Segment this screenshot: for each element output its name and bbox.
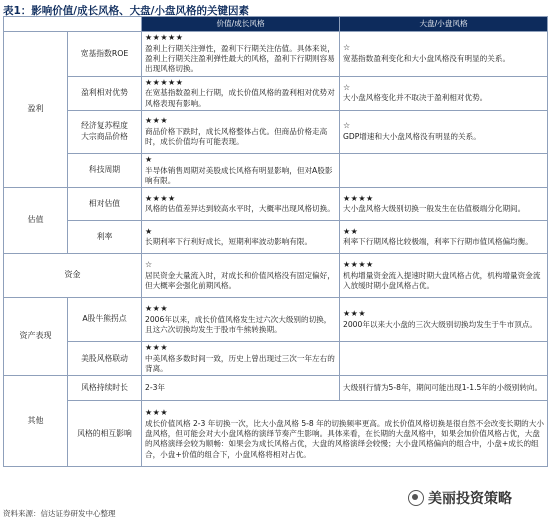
large-small-text: GDP增速和大小盘风格没有明显的关系。 [343, 132, 481, 142]
value-growth-cell [142, 401, 548, 467]
value-growth-text: 成长价值风格 2-3 年切换一次，比大小盘风格 5-8 年的切换频率更高。成长价值风格切换是很自然不会改变长期的大小盘风格，但可能会对大小盘风格的演绎节奏产生影响。具体来看，在长期的大盘风格中，如果会加价值风格占优，大盘的风格演绎会较为顺畅：如果会为成长风格占优，大盘的风格演绎会较慢；大小盘风格偏向的组合中，小盘+成长的组合，小盘+价值的组合下，小盘风格将相对占优。 [145, 418, 544, 459]
wechat-icon [408, 490, 424, 506]
value-growth-cell [142, 110, 340, 153]
table-row [4, 254, 548, 298]
large-small-cell [340, 298, 548, 342]
factor-label: 科技周期 [68, 153, 142, 187]
rating-stars: ★★★ [145, 303, 169, 313]
watermark-text: 美丽投资策略 [428, 491, 512, 507]
large-small-text: 机构增量资金流入提速时期大盘风格占优，机构增量资金流入放缓时期小盘风格占优。 [343, 270, 541, 291]
value-growth-text: 2-3年 [145, 383, 165, 393]
value-growth-cell [142, 188, 340, 221]
large-small-cell [340, 221, 548, 254]
table-row [4, 298, 548, 342]
rating-stars: ☆ [343, 82, 351, 92]
value-growth-text: 中美风格多数时间一致，历史上曾出现过三次一年左右的背离。 [145, 353, 335, 374]
rating-stars: ☆ [343, 43, 351, 53]
factor-label: 盈利相对优势 [68, 76, 142, 110]
value-growth-cell [142, 298, 340, 342]
rating-stars: ☆ [343, 121, 351, 131]
rating-stars: ★★★★★ [145, 33, 184, 42]
source-note: 资料来源：信达证券研发中心整理 [3, 509, 116, 518]
large-small-cell [340, 32, 548, 77]
value-growth-text: 2006年以来，成长价值风格发生过六次大级别的切换，且这六次切换均发生于股市牛熊转换期。 [145, 314, 332, 335]
large-small-cell [340, 254, 548, 298]
value-growth-cell [142, 342, 340, 376]
rating-stars: ★★★ [145, 408, 169, 418]
rating-stars: ★★ [343, 226, 359, 236]
category-label: 资金 [4, 254, 142, 298]
rating-stars: ☆ [145, 259, 153, 269]
value-growth-text: 在宽基指数盈利上行期，成长价值风格的盈利相对优势对风格表现有影响。 [145, 88, 335, 108]
table-row [4, 188, 548, 221]
large-small-text: 大小盘风格变化并不取决于盈利相对优势。 [343, 93, 488, 103]
value-growth-cell [142, 254, 340, 298]
value-growth-text: 风格的估值差异达到较高水平时，大概率出现风格切换。 [145, 204, 335, 214]
large-small-text: 大小盘风格大级别切换一般发生在估值极端分化期间。 [343, 204, 526, 214]
value-growth-cell [142, 221, 340, 254]
rating-stars: ★★★★★ [145, 77, 184, 87]
large-small-text: 2000年以来大小盘的三次大级别切换均发生于牛市顶点。 [343, 319, 537, 329]
factor-label: 风格持续时长 [68, 376, 142, 401]
large-small-cell [340, 188, 548, 221]
table-row [4, 376, 548, 401]
factor-label: 风格的相互影响 [68, 401, 142, 467]
rating-stars: ★★★ [145, 343, 169, 353]
factor-table [3, 16, 548, 467]
value-growth-text: 盈利上行期关注弹性，盈利下行期关注估值。具体来说，盈利上行期关注盈利弹性最大的风格，盈利下行期则容易出现风格切换。 [145, 43, 335, 74]
large-small-text: 利率下行期风格比较极端，利率下行期市值风格偏均衡。 [343, 237, 533, 247]
factor-label: 经济复苏程度 大宗商品价格 [68, 110, 142, 153]
category-label: 其他 [4, 376, 68, 467]
watermark [408, 488, 512, 508]
large-small-text: 宽基指数盈利变化和大小盘风格没有明显的关系。 [343, 54, 511, 64]
rating-stars: ★★★ [343, 309, 367, 319]
factor-label: 相对估值 [68, 188, 142, 221]
header-large-small: 大盘/小盘风格 [340, 17, 548, 32]
value-growth-cell [142, 32, 340, 77]
table-row [4, 342, 548, 376]
value-growth-cell [142, 153, 340, 187]
category-label: 估值 [4, 188, 68, 254]
rating-stars: ★★★ [145, 116, 169, 126]
category-label: 资产表现 [4, 298, 68, 376]
table-row [4, 76, 548, 110]
table-row [4, 110, 548, 153]
factor-label: A股牛熊拐点 [68, 298, 142, 342]
large-small-cell [340, 110, 548, 153]
table-row [4, 221, 548, 254]
table-row [4, 153, 548, 187]
factor-label: 利率 [68, 221, 142, 254]
value-growth-text: 居民资金大量流入时，对成长和价值风格没有固定偏好，但大概率会强化前期风格。 [145, 270, 335, 291]
table-row [4, 401, 548, 467]
rating-stars: ★★★★ [145, 193, 176, 203]
value-growth-cell [142, 76, 340, 110]
factor-label: 宽基指数ROE [68, 32, 142, 77]
factor-label: 美股风格联动 [68, 342, 142, 376]
table-title: 表1：影响价值/成长风格、大盘/小盘风格的关键因素 [3, 5, 249, 17]
rating-stars: ★ [145, 154, 153, 164]
value-growth-text: 长期利率下行利好成长，短期利率波动影响有限。 [145, 237, 313, 247]
large-small-cell [340, 342, 548, 376]
large-small-cell [340, 376, 548, 401]
rating-stars: ★ [145, 226, 153, 236]
large-small-cell [340, 76, 548, 110]
table-row [4, 32, 548, 77]
header-value-growth: 价值/成长风格 [142, 17, 340, 32]
header-blank [4, 17, 142, 32]
rating-stars: ★★★★ [343, 193, 374, 203]
large-small-cell [340, 153, 548, 187]
category-label: 盈利 [4, 32, 68, 188]
header-row [4, 17, 548, 32]
value-growth-text: 商品价格下跌时，成长风格整体占优。但商品价格走高时，成长价值均有可能表现。 [145, 126, 328, 147]
large-small-text: 大级别行情为5-8年，期间可能出现1-1.5年的小级别转向。 [343, 383, 543, 393]
value-growth-text: 半导体销售周期对美股成长风格有明显影响，但对A股影响有限。 [145, 165, 333, 185]
value-growth-cell [142, 376, 340, 401]
rating-stars: ★★★★ [343, 259, 374, 269]
